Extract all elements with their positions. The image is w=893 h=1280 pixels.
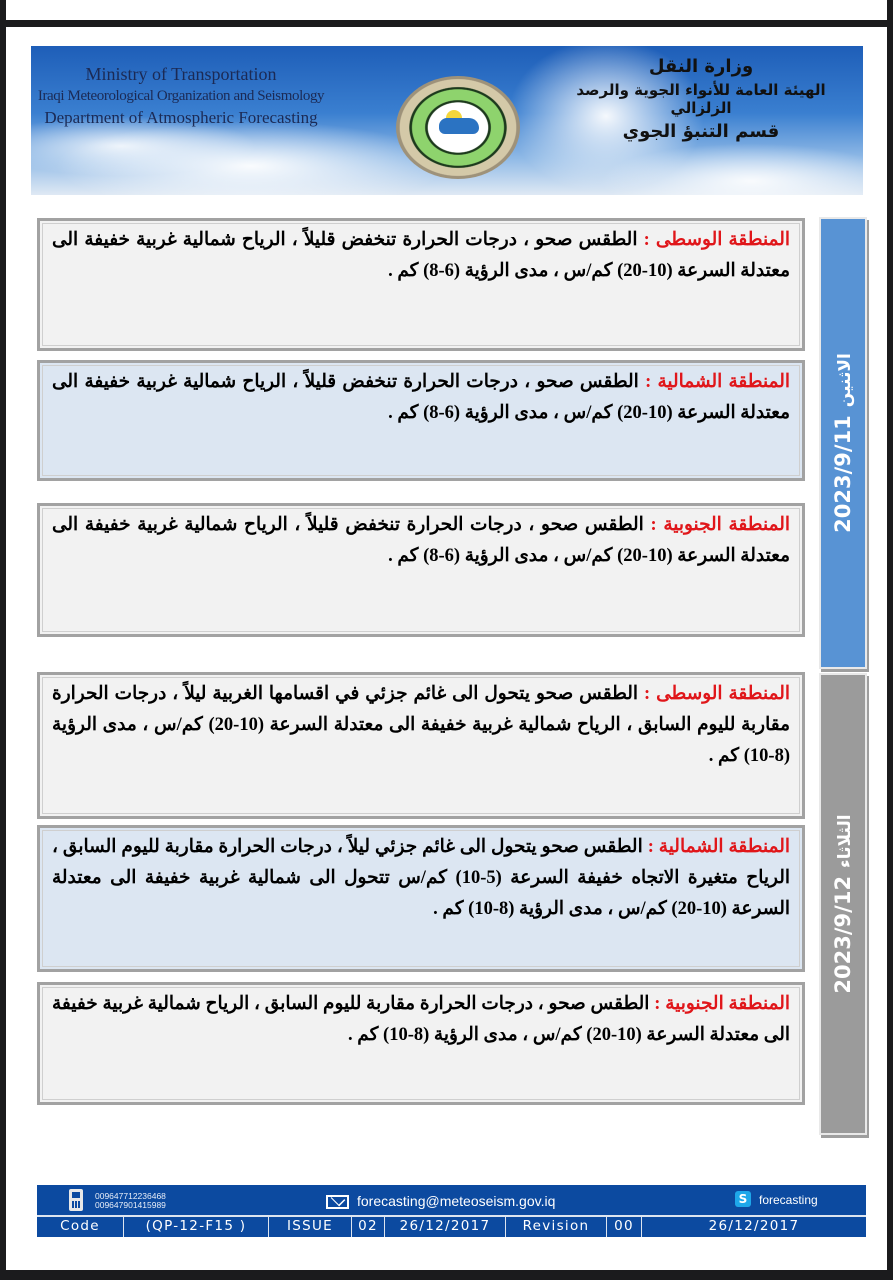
phone-icon	[69, 1189, 83, 1211]
header-english	[31, 64, 331, 128]
mail-icon	[326, 1195, 349, 1209]
forecast-text: الطقس صحو ، درجات الحرارة مقاربة لليوم السابق ، الرياح شمالية غربية خفيفة الى معتدلة السرعة (10-20) كم/س ، مدى الرؤية (8-10) كم .	[52, 994, 790, 1045]
header-banner	[31, 46, 863, 195]
issue-value: 02	[352, 1217, 385, 1237]
phone-number-1: 009647712236468	[95, 1191, 166, 1201]
forecast-box-day2-north	[37, 825, 805, 972]
day-date: 2023/9/11	[831, 415, 855, 533]
phone-number-2: 009647901415989	[95, 1200, 166, 1210]
revision-label: Revision	[506, 1217, 607, 1237]
region-label: المنطقة الشمالية :	[645, 372, 791, 392]
organization-logo	[396, 76, 520, 179]
region-label: المنطقة الشمالية :	[647, 837, 791, 857]
region-label: المنطقة الجنوبية :	[654, 994, 790, 1014]
organization-title-ar: الهيئة العامة للأنواء الجوية والرصد الزلزالي	[576, 81, 826, 117]
forecast-text: الطقس صحو يتحول الى غائم جزئي في اقسامها الغربية ليلاً ، درجات الحرارة مقاربة لليوم السابق ، الرياح شمالية غربية خفيفة الى معتدلة السرعة (10-20) كم/س ، مدى الرؤية (8-10) كم .	[52, 684, 790, 766]
revision-date: 26/12/2017	[708, 1218, 800, 1234]
forecast-box-day1-central	[37, 218, 805, 351]
ministry-title-en: Ministry of Transportation	[85, 64, 277, 84]
organization-title-en: Iraqi Meteorological Organization and Seismology	[37, 88, 325, 104]
contact-row	[37, 1185, 866, 1215]
region-label: المنطقة الوسطى :	[643, 230, 791, 250]
region-label: المنطقة الوسطى :	[644, 684, 791, 704]
day-bar-day2	[819, 673, 867, 1135]
forecast-text: الطقس صحو ، درجات الحرارة تنخفض قليلاً ، الرياح شمالية غربية خفيفة الى معتدلة السرعة (10-20) كم/س ، مدى الرؤية (6-8) كم .	[52, 372, 790, 423]
forecast-text: الطقس صحو ، درجات الحرارة تنخفض قليلاً ، الرياح شمالية غربية خفيفة الى معتدلة السرعة (10-20) كم/س ، مدى الرؤية (6-8) كم .	[52, 515, 790, 566]
day-label	[831, 814, 855, 993]
skype-id: forecasting	[759, 1193, 818, 1207]
revision-value: 00	[607, 1217, 642, 1237]
forecast-page	[6, 27, 887, 1270]
forecast-box-day1-south	[37, 503, 805, 637]
forecast-box-day1-north	[37, 360, 805, 481]
region-label: المنطقة الجنوبية :	[650, 515, 791, 535]
issue-date: 26/12/2017	[385, 1217, 506, 1237]
email-link[interactable]: forecasting@meteoseism.gov.iq	[357, 1193, 556, 1209]
document-control-row	[37, 1215, 866, 1237]
day-date: 2023/9/12	[831, 875, 855, 994]
code-value: (QP-12-F15 )	[124, 1217, 269, 1237]
day-bar-day1	[819, 217, 867, 669]
ministry-title-ar: وزارة النقل	[648, 56, 754, 77]
department-title-en: Department of Atmospheric Forecasting	[44, 108, 318, 127]
day-label	[831, 353, 855, 533]
cloud-icon	[439, 118, 479, 134]
issue-label: ISSUE	[269, 1217, 352, 1237]
footer	[37, 1185, 866, 1237]
department-title-ar: قسم التنبؤ الجوي	[622, 121, 780, 142]
day-name: الثلاثاء	[835, 814, 855, 868]
header-arabic	[551, 56, 851, 142]
previous-page-edge	[6, 0, 887, 20]
forecast-text: الطقس صحو ، درجات الحرارة تنخفض قليلاً ، الرياح شمالية غربية خفيفة الى معتدلة السرعة (10-20) كم/س ، مدى الرؤية (6-8) كم .	[52, 230, 790, 281]
forecast-box-day2-central	[37, 672, 805, 819]
phone-numbers	[95, 1192, 166, 1210]
day-name: الاثنين	[835, 353, 855, 408]
forecast-text: الطقس صحو يتحول الى غائم جزئي ليلاً ، درجات الحرارة مقاربة لليوم السابق ، الرياح متغيرة الاتجاه خفيفة السرعة (5-10) كم/س تتحول الى شمالية غربية خفيفة الى معتدلة السرعة (10-20) كم/س ، مدى الرؤية (8-10) كم .	[52, 837, 790, 919]
code-label: Code	[37, 1217, 124, 1237]
skype-icon: S	[735, 1191, 751, 1207]
forecast-box-day2-south	[37, 982, 805, 1105]
